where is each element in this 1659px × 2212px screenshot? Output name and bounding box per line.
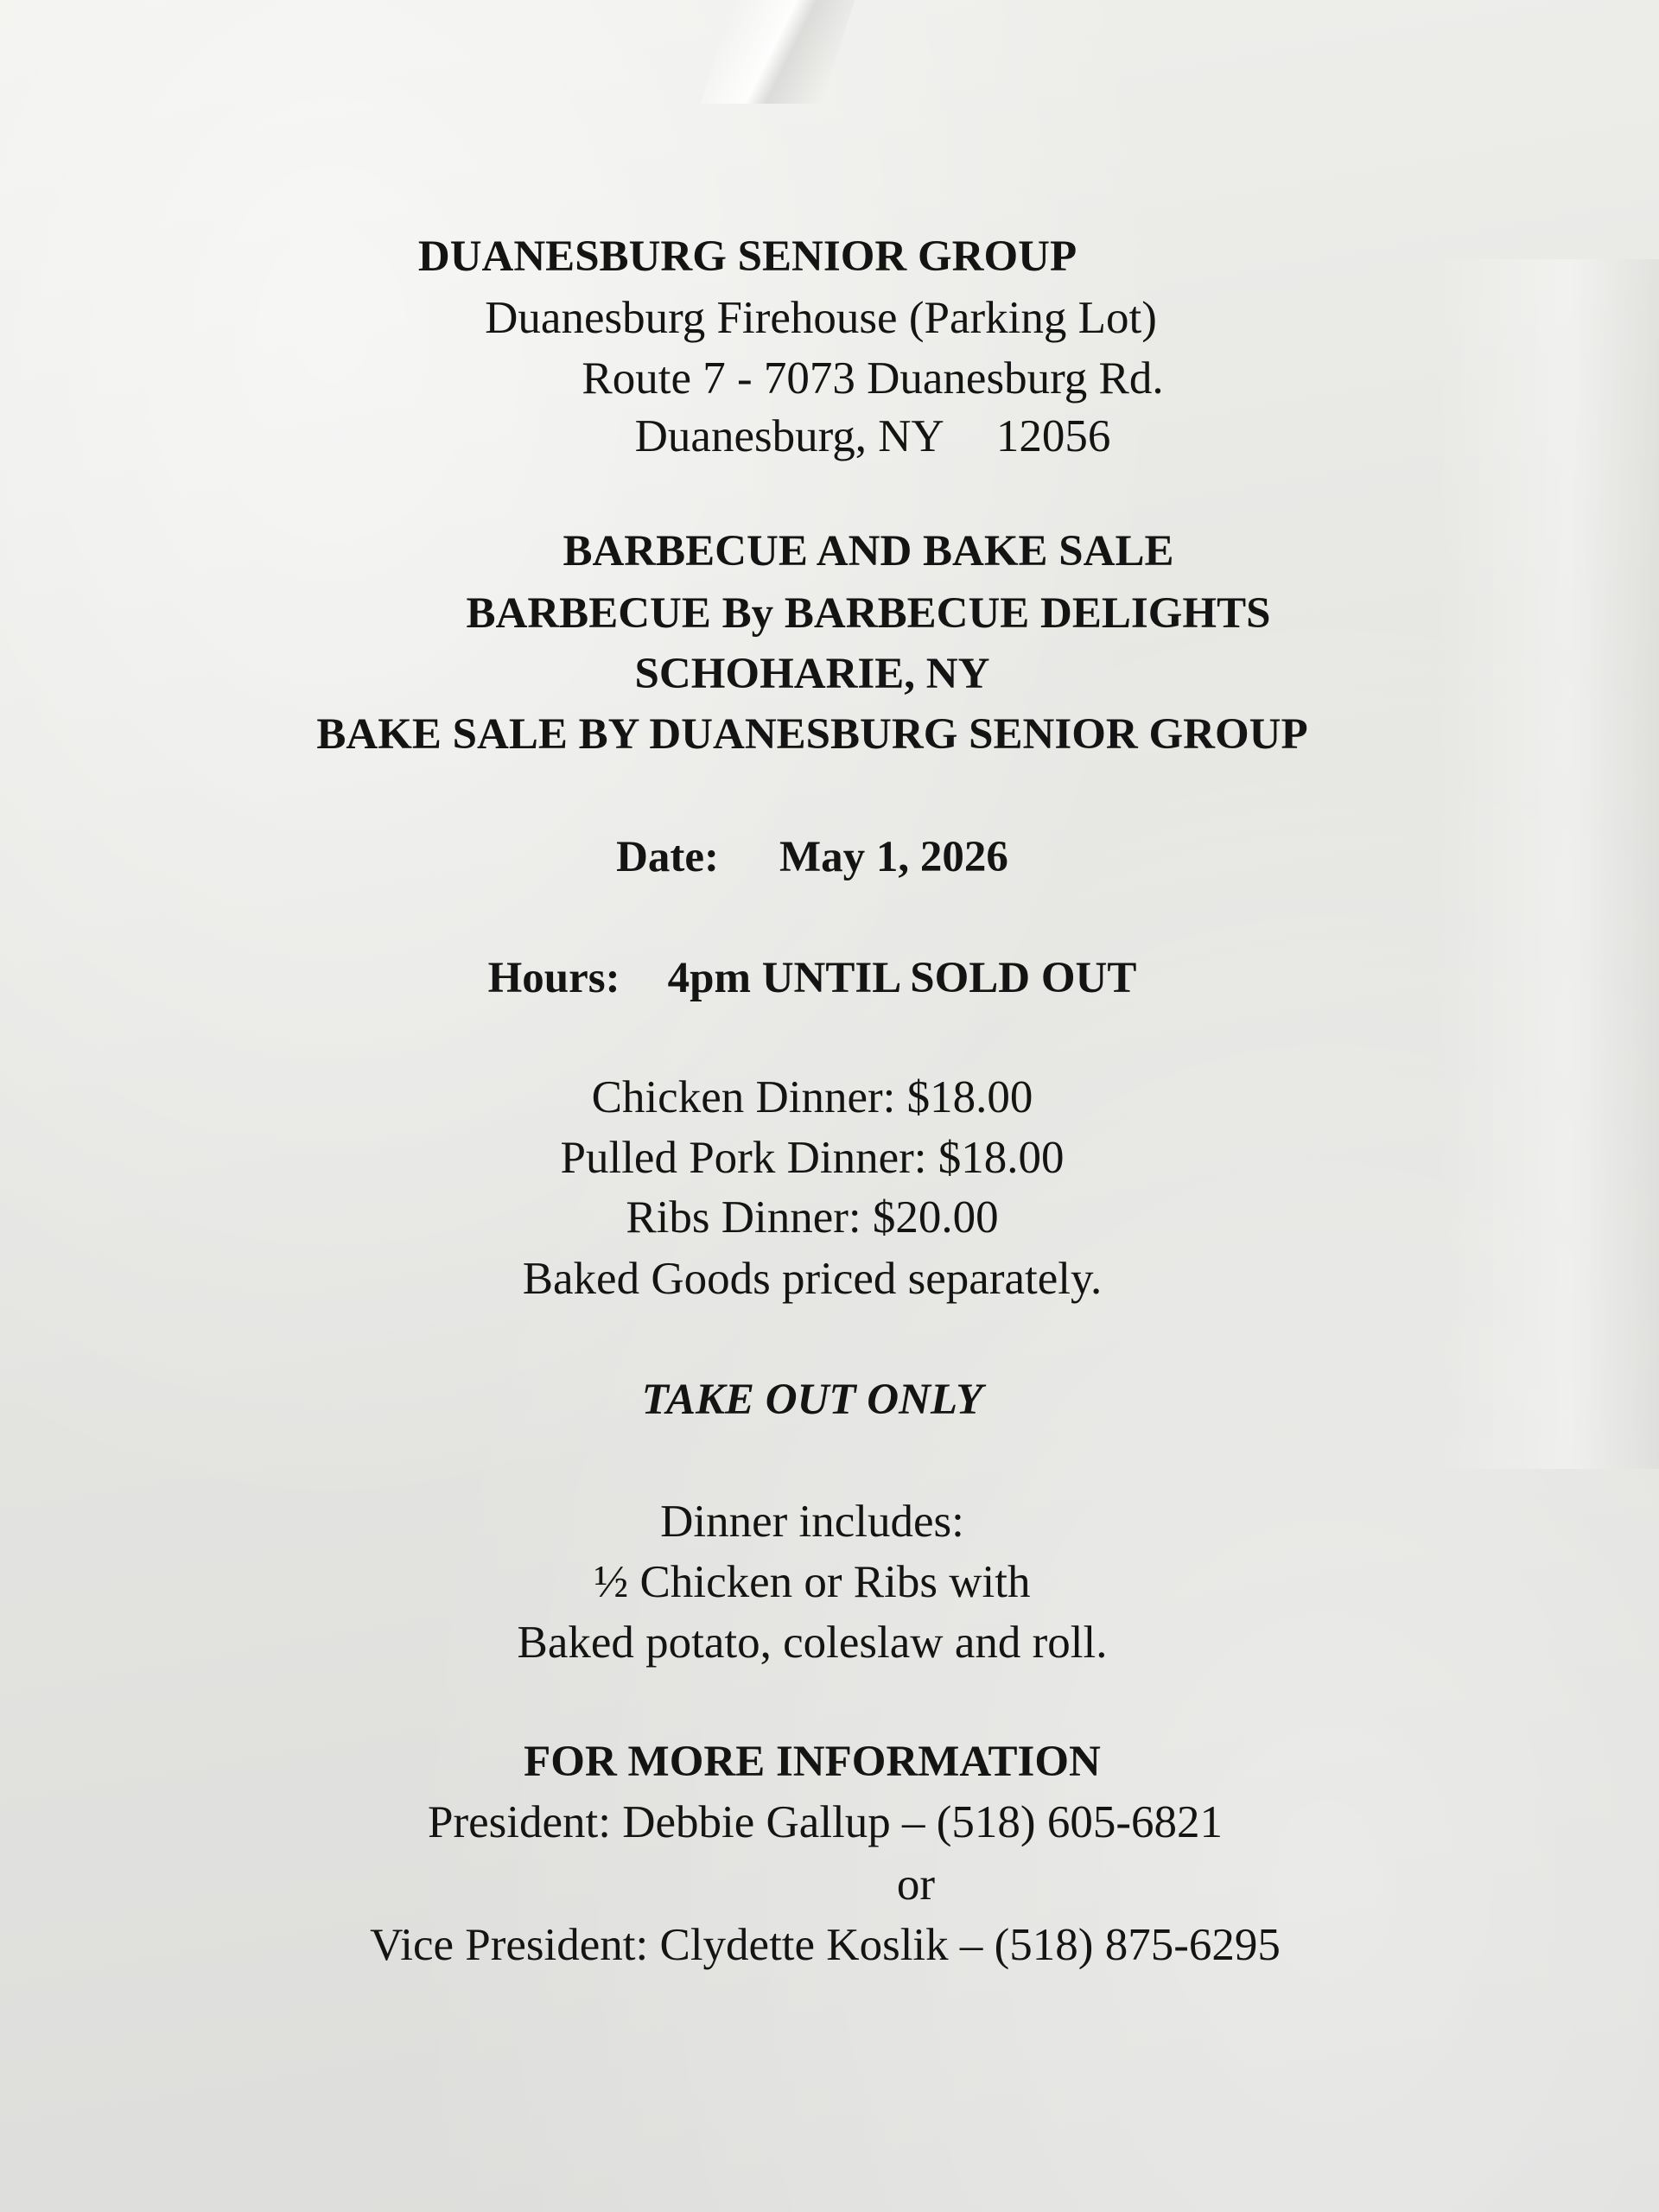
zip-code: 12056 — [995, 411, 1111, 461]
price-ribs: Ribs Dinner: $20.00 — [626, 1192, 999, 1243]
president-contact: President: Debbie Gallup – (518) 605-6821 — [428, 1797, 1223, 1847]
event-title: BARBECUE AND BAKE SALE — [563, 527, 1174, 575]
price-pulled-pork: Pulled Pork Dinner: $18.00 — [560, 1133, 1065, 1183]
baked-goods-note: Baked Goods priced separately. — [522, 1254, 1103, 1304]
vice-president-contact: Vice President: Clydette Koslik – (518) 875-6295 — [370, 1920, 1281, 1970]
city-state-zip — [43, 406, 1659, 467]
paper-crease — [701, 0, 855, 104]
event-date — [0, 827, 1642, 887]
includes-heading: Dinner includes: — [660, 1497, 964, 1547]
bake-sale-provider: BAKE SALE BY DUANESBURG SENIOR GROUP — [316, 710, 1308, 759]
organization-name: DUANESBURG SENIOR GROUP — [417, 232, 1077, 281]
contact-heading: FOR MORE INFORMATION — [524, 1738, 1101, 1786]
barbecue-provider: BARBECUE By BARBECUE DELIGHTS — [466, 589, 1271, 638]
includes-line-2: Baked potato, coleslaw and roll. — [517, 1618, 1108, 1668]
barbecue-location: SCHOHARIE, NY — [634, 650, 990, 698]
take-out-notice: TAKE OUT ONLY — [641, 1376, 983, 1424]
date-value: May 1, 2026 — [779, 833, 1008, 881]
date-label: Date: — [616, 833, 720, 881]
event-hours — [0, 948, 1642, 1008]
street-address: Route 7 - 7073 Duanesburg Rd. — [582, 353, 1164, 404]
contact-or: or — [896, 1859, 936, 1910]
hours-value: 4pm UNTIL SOLD OUT — [667, 954, 1137, 1002]
hours-label: Hours: — [487, 954, 620, 1002]
venue-line: Duanesburg Firehouse (Parking Lot) — [485, 293, 1157, 343]
price-chicken: Chicken Dinner: $18.00 — [591, 1072, 1033, 1122]
city-state: Duanesburg, NY — [634, 411, 944, 461]
includes-line-1: ½ Chicken or Ribs with — [594, 1557, 1031, 1607]
